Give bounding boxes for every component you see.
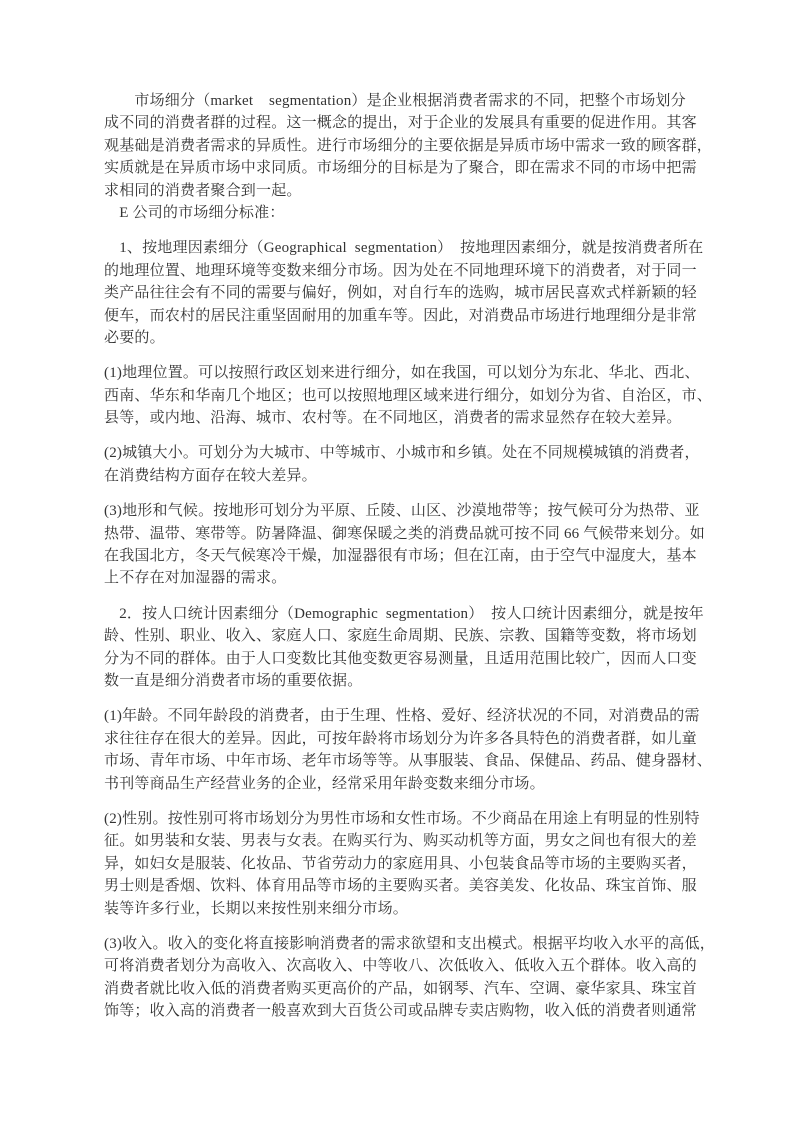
text-line: 数一直是细分消费者市场的重要依据。 [104,672,363,689]
text-line: 类产品往往会有不同的需要与偏好，例如，对自行车的选购，城市居民喜欢式样新颖的轻 [104,285,697,302]
text-line: 饰等；收入高的消费者一般喜欢到大百货公司或品牌专卖店购物，收入低的消费者则通常 [104,1003,697,1020]
paragraph [104,500,744,590]
text-line: 县等，或内地、沿海、城市、农村等。在不同地区，消费者的需求显然存在较大差异。 [104,410,682,427]
paragraph [104,237,744,349]
text-line: 异，如妇女是服装、化妆品、节省劳动力的家庭用具、小包装食品等市场的主要购买者， [104,855,697,872]
paragraph [104,808,744,920]
text-line: 观基础是消费者需求的异质性。进行市场细分的主要依据是异质市场中需求一致的顾客群， [104,137,713,154]
text-line: 男士则是香烟、饮料、体育用品等市场的主要购买者。美容美发、化妆品、珠宝首饰、服 [104,878,697,895]
text-line: E 公司的市场细分标准： [104,204,285,221]
text-line: (2)性别。按性别可将市场划分为男性市场和女性市场。不少商品在用途上有明显的性别特 [104,810,700,827]
paragraph [104,362,744,429]
text-line: 求往往存在很大的差异。因此，可按年龄将市场划分为许多各具特色的消费者群，如儿童 [104,730,697,747]
paragraph [104,705,744,795]
text-line: 2．按人口统计因素细分（Demographic segmentation） 按人口统计因素细分，就是按年 [104,605,704,622]
text-line: 求相同的消费者聚合到一起。 [104,182,302,199]
text-line: 上不存在对加湿器的需求。 [104,570,287,587]
text-line: (2)城镇大小。可划分为大城市、中等城市、小城市和乡镇。处在不同规模城镇的消费者， [104,445,700,462]
text-line: 便车，而农村的居民注重坚固耐用的加重车等。因此，对消费品市场进行地理细分是非常 [104,307,697,324]
text-line: 必要的。 [104,329,165,346]
text-line: 市场细分（market segmentation）是企业根据消费者需求的不同，把整个市场划分 [104,93,686,109]
text-line: 在我国北方，冬天气候寒冷干燥，加湿器很有市场；但在江南，由于空气中湿度大，基本 [104,548,697,565]
text-line: 实质就是在异质市场中求同质。市场细分的目标是为了聚合，即在需求不同的市场中把需 [104,160,697,177]
text-line: 消费者就比收入低的消费者购买更高价的产品，如钢琴、汽车、空调、豪华家具、珠宝首 [104,980,697,997]
text-line: (1)年龄。不同年龄段的消费者，由于生理、性格、爱好、经济状况的不同，对消费品的需 [104,708,700,725]
text-line: 书刊等商品生产经营业务的企业，经常采用年龄变数来细分市场。 [104,775,545,792]
text-line: 装等许多行业，长期以来按性别来细分市场。 [104,900,409,917]
document-content [104,90,744,1035]
text-line: 可将消费者划分为高收入、次高收入、中等收八、次低收入、低收入五个群体。收入高的 [104,958,697,975]
text-line: (3)地形和气候。按地形可划分为平原、丘陵、山区、沙漠地带等；按气候可分为热带、亚 [104,503,700,520]
text-line: 市场、青年市场、中年市场、老年市场等等。从事服装、食品、保健品、药品、健身器材、 [104,753,713,770]
text-line: (1)地理位置。可以按照行政区划来进行细分，如在我国，可以划分为东北、华北、西北、 [104,365,700,382]
paragraph [104,442,744,487]
text-line: 的地理位置、地理环境等变数来细分市场。因为处在不同地理环境下的消费者，对于同一 [104,262,697,279]
paragraph [104,603,744,693]
text-line: 征。如男装和女装、男表与女表。在购买行为、购买动机等方面，男女之间也有很大的差 [104,833,697,850]
paragraph [104,90,744,224]
text-line: 在消费结构方面存在较大差异。 [104,467,317,484]
text-line: 1、按地理因素细分（Geographical segmentation） 按地理因素细分，就是按消费者所在 [104,240,704,257]
text-line: 成不同的消费者群的过程。这一概念的提出，对于企业的发展具有重要的促进作用。其客 [104,115,697,132]
text-line: (3)收入。收入的变化将直接影响消费者的需求欲望和支出模式。根据平均收入水平的高低， [104,935,715,952]
paragraph [104,933,744,1023]
text-line: 龄、性别、职业、收入、家庭人口、家庭生命周期、民族、宗教、国籍等变数，将市场划 [104,628,697,645]
text-line: 分为不同的群体。由于人口变数比其他变数更容易测量，且适用范围比较广，因而人口变 [104,650,697,667]
text-line: 西南、华东和华南几个地区；也可以按照地理区域来进行细分，如划分为省、自治区，市、 [104,387,713,404]
text-line: 热带、温带、寒带等。防暑降温、御寒保暖之类的消费品就可按不同 66 气候带来划分。如 [104,525,705,542]
